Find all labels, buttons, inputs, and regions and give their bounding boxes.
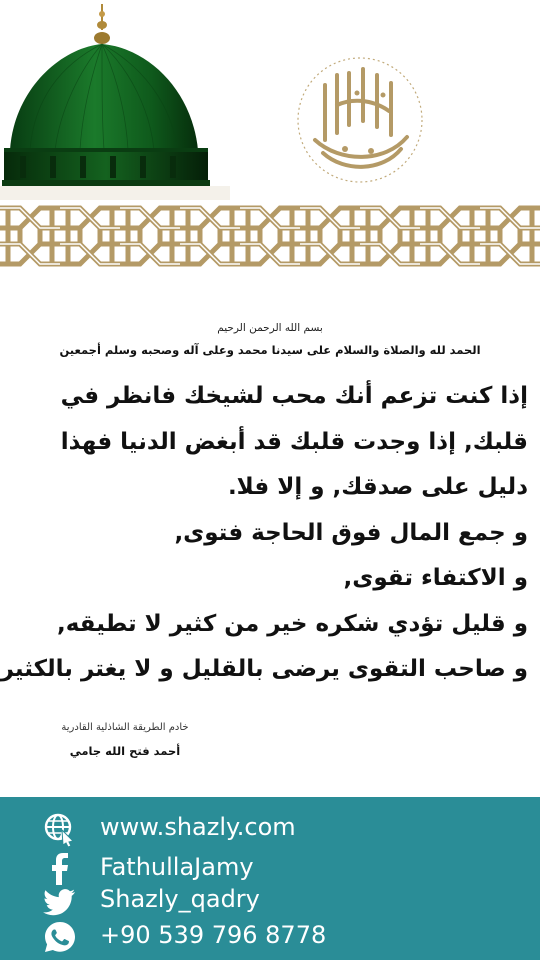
contact-whatsapp[interactable] xyxy=(0,917,540,957)
header xyxy=(0,0,540,205)
facebook-handle[interactable]: FathullaJamy xyxy=(100,853,254,881)
quote-line: دليل على صدقك, و إلا فلا. xyxy=(227,474,528,500)
green-dome-image xyxy=(0,0,230,205)
ornamental-border xyxy=(0,200,540,272)
web-icon xyxy=(42,811,78,847)
twitter-handle[interactable]: Shazly_qadry xyxy=(100,885,260,913)
author-name: أحمد فتح الله جامي xyxy=(69,744,181,758)
quote-line: و صاحب التقوى يرضى بالقليل و لا يغتر بالكثير xyxy=(0,656,528,682)
quote-line: قلبك, إذا وجدت قلبك قد أبغض الدنيا فهذا xyxy=(60,428,528,455)
whatsapp-number[interactable]: +90 539 796 8778 xyxy=(100,921,327,949)
quote-line: و قليل تؤدي شكره خير من كثير لا تطيقه, xyxy=(56,610,528,637)
servant-title: خادم الطريقة الشاذلية القادرية xyxy=(61,722,189,733)
quote-line: و الاكتفاء تقوى, xyxy=(343,565,528,591)
basmala: بسم الله الرحمن الرحيم xyxy=(217,322,323,334)
calligraphy-seal-icon xyxy=(285,45,435,195)
contact-website[interactable] xyxy=(0,809,540,849)
main-quote xyxy=(0,374,528,693)
twitter-icon xyxy=(42,883,78,919)
contact-twitter[interactable] xyxy=(0,881,540,921)
website-link[interactable]: www.shazly.com xyxy=(100,813,296,841)
whatsapp-icon xyxy=(42,919,78,955)
quote-line: و جمع المال فوق الحاجة فتوى, xyxy=(174,519,528,546)
quote-line: إذا كنت تزعم أنك محب لشيخك فانظر في xyxy=(60,383,528,409)
contact-footer xyxy=(0,797,540,960)
opening-praise: الحمد لله والصلاة والسلام على سيدنا محمد وعلى آله وصحبه وسلم أجمعين xyxy=(59,343,481,357)
